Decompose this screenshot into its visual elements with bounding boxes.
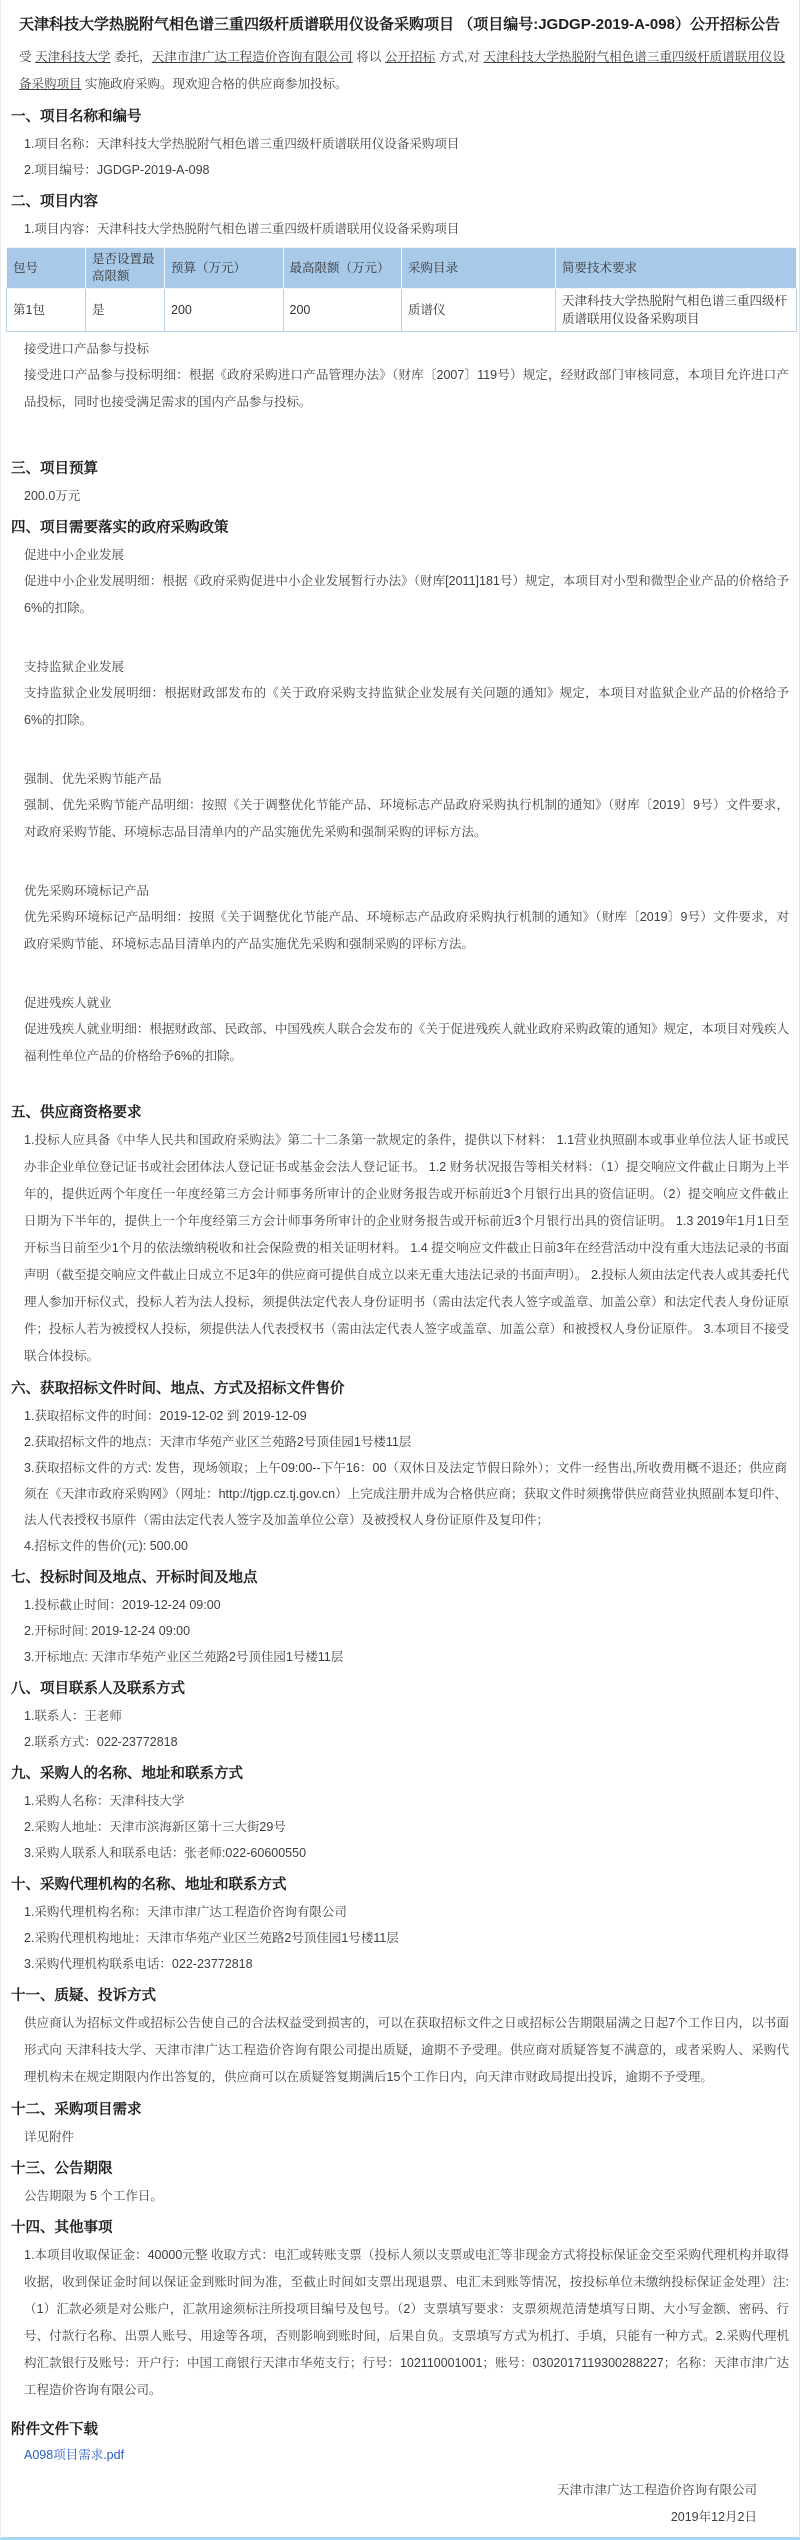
cell-catalog: 质谱仪	[402, 289, 556, 332]
announcement-period: 公告期限为 5 个工作日。	[24, 2189, 163, 2203]
table-header-package: 包号	[7, 248, 86, 289]
cell-tech: 天津科技大学热脱附气相色谱三重四级杆质谱联用仪设备采购项目	[556, 289, 797, 332]
table-header-row	[7, 248, 797, 289]
buyer-contact-item: 3.采购人联系人和联系电话：张老师:022-60600550	[24, 1846, 307, 1860]
budget-value: 200.0万元	[24, 489, 81, 503]
import-note-detail: 接受进口产品参与投标明细：根据《政府采购进口产品管理办法》（财库〔2007〕119号）规定，经财政部门审核同意，本项目允许进口产品投标，同时也接受满足需求的国内产品参与投标。	[24, 368, 789, 409]
agency-address-item: 2.采购代理机构地址：天津市华苑产业区兰苑路2号顶佳园1号楼11层	[24, 1931, 399, 1945]
doc-method-item: 3.获取招标文件的方式: 发售，现场领取；上午09:00--下午16：00（双休日及法定节假日除外）；文件一经售出,所收费用概不退还；供应商须在《天津市政府采购网》（网址：http://tjgp.cz.tj.gov.cn）上完成注册并成为合格供应商；获取文件时须携带供应商营业执照副本复印件、法人代表授权书原件（需由法定代表人签字及加盖单位公章）及被授权人身份证原件及复印件；	[24, 1461, 787, 1527]
policy-detail: 强制、优先采购节能产品明细：按照《关于调整优化节能产品、环境标志产品政府采购执行机制的通知》（财库〔2019〕9号）文件要求，对政府采购节能、环境标志品目清单内的产品实施优先采购和强制采购的评标方法。	[24, 798, 789, 839]
footer	[6, 2477, 793, 2531]
cell-cap-flag: 是	[86, 289, 165, 332]
complaint-procedure: 供应商认为招标文件或招标公告使自己的合法权益受到损害的，可以在获取招标文件之日或招标公告期限届满之日起7个工作日内，以书面形式向 天津科技大学、天津市津广达工程造价咨询有限公司提出质疑，逾期不予受理。供应商对质疑答复不满意的，或者采购人、采购代理机构未在规定期限内作出答复的，供应商可以在质疑答复期满后15个工作日内，向天津市财政局提出投诉，逾期不予受理。	[24, 2016, 789, 2084]
agency-name-item: 1.采购代理机构名称：天津市津广达工程造价咨询有限公司	[24, 1905, 347, 1919]
bid-deadline-item: 1.投标截止时间：2019-12-24 09:00	[24, 1598, 221, 1612]
buyer-name-text: 天津科技大学	[35, 50, 111, 64]
attachment-link[interactable]: A098项目需求.pdf	[24, 2448, 125, 2462]
section-heading-5: 五、供应商资格要求	[11, 1105, 142, 1121]
contact-name-item: 1.联系人：王老师	[24, 1709, 122, 1723]
requirement-note: 详见附件	[24, 2130, 75, 2144]
footer-date: 2019年12月2日	[670, 2510, 757, 2524]
section-heading-4: 四、项目需要落实的政府采购政策	[11, 520, 229, 536]
attachment-heading: 附件文件下载	[11, 2422, 98, 2438]
buyer-name-item: 1.采购人名称：天津科技大学	[24, 1794, 185, 1808]
section-heading-10: 十、采购代理机构的名称、地址和联系方式	[11, 1877, 287, 1893]
policy-sme	[6, 542, 793, 622]
footer-company: 天津市津广达工程造价咨询有限公司	[556, 2483, 757, 2497]
section-heading-6: 六、获取招标文件时间、地点、方式及招标文件售价	[11, 1381, 345, 1397]
open-place-item: 3.开标地点: 天津市华苑产业区兰苑路2号顶佳园1号楼11层	[24, 1650, 344, 1664]
table-header-tech: 简要技术要求	[556, 248, 797, 289]
table-header-budget: 预算（万元）	[165, 248, 284, 289]
agency-phone-item: 3.采购代理机构联系电话：022-23772818	[24, 1957, 253, 1971]
table-row	[7, 289, 797, 332]
policy-title: 促进残疾人就业	[24, 996, 112, 1010]
import-note-title: 接受进口产品参与投标	[24, 342, 150, 356]
policy-detail: 促进残疾人就业明细：根据财政部、民政部、中国残疾人联合会发布的《关于促进残疾人就业政府采购政策的通知》规定，本项目对残疾人福利性单位产品的价格给予6%的扣除。	[24, 1022, 789, 1063]
package-table	[6, 247, 797, 332]
policy-detail: 促进中小企业发展明细：根据《政府采购促进中小企业发展暂行办法》（财库[2011]181号）规定，本项目对小型和微型企业产品的价格给予6%的扣除。	[24, 574, 789, 615]
doc-time-item: 1.获取招标文件的时间：2019-12-02 到 2019-12-09	[24, 1409, 307, 1423]
section-heading-2: 二、项目内容	[11, 194, 98, 210]
table-header-cap: 最高限额（万元）	[283, 248, 402, 289]
policy-prison	[6, 654, 793, 734]
buyer-address-item: 2.采购人地址：天津市滨海新区第十三大街29号	[24, 1820, 286, 1834]
policy-detail: 优先采购环境标记产品明细：按照《关于调整优化节能产品、环境标志产品政府采购执行机制的通知》（财库〔2019〕9号）文件要求，对政府采购节能、环境标志品目清单内的产品实施优先采购和强制采购的评标方法。	[24, 910, 789, 951]
policy-title: 强制、优先采购节能产品	[24, 772, 162, 786]
policy-detail: 支持监狱企业发展明细：根据财政部发布的《关于政府采购支持监狱企业发展有关问题的通知》规定，本项目对监狱企业产品的价格给予6%的扣除。	[24, 686, 789, 727]
other-matters: 1.本项目收取保证金：40000元整 收取方式：电汇或转账支票（投标人须以支票或电汇等非现金方式将投标保证金交至采购代理机构并取得收据，收到保证金时间以保证金到账时间为准，至截止时间如支票出现退票、电汇未到账等情况，按投标单位未缴纳投标保证金处理）注:（1）汇款必须是对公账户，汇款用途须标注所投项目编号及包号。（2）支票填写要求：支票须规范清楚填写日期、大小写金额、密码、行号、付款行名称、出票人账号、用途等各项，否则影响到账时间，后果自负。支票填写方式为机打、手填，只能有一种方式。2.采购代理机构汇款银行及账号：开户行：中国工商银行天津市华苑支行；行号：102110001001；账号：0302017119300288227；名称：天津市津广达工程造价咨询有限公司。	[24, 2248, 789, 2397]
section-heading-13: 十三、公告期限	[11, 2161, 113, 2177]
section-heading-7: 七、投标时间及地点、开标时间及地点	[11, 1570, 258, 1586]
policy-disabled	[6, 990, 793, 1070]
cell-budget: 200	[165, 289, 284, 332]
policy-energy	[6, 766, 793, 846]
doc-place-item: 2.获取招标文件的地点：天津市华苑产业区兰苑路2号顶佳园1号楼11层	[24, 1435, 412, 1449]
cell-cap: 200	[283, 289, 402, 332]
policy-title: 支持监狱企业发展	[24, 660, 125, 674]
project-content-item: 1.项目内容：天津科技大学热脱附气相色谱三重四级杆质谱联用仪设备采购项目	[24, 222, 460, 236]
doc-price-item: 4.招标文件的售价(元): 500.00	[24, 1539, 188, 1553]
policy-environment	[6, 878, 793, 958]
table-header-cap-flag: 是否设置最高限额	[86, 248, 165, 289]
project-name-text: 天津科技大学热脱附气相色谱三重四级杆质谱联用仪设备采购项目	[19, 50, 785, 91]
contact-phone-item: 2.联系方式：022-23772818	[24, 1735, 178, 1749]
intro-mid1: 委托，	[110, 50, 152, 64]
intro-paragraph	[19, 44, 785, 98]
page-title: 天津科技大学热脱附气相色谱三重四级杆质谱联用仪设备采购项目 （项目编号:JGDGP-2019-A-098）公开招标公告	[19, 16, 780, 33]
section-heading-3: 三、项目预算	[11, 461, 98, 477]
intro-pre: 受	[19, 50, 36, 64]
policy-title: 促进中小企业发展	[24, 548, 125, 562]
intro-mid2: 将以	[352, 50, 385, 64]
project-name-item: 1.项目名称：天津科技大学热脱附气相色谱三重四级杆质谱联用仪设备采购项目	[24, 137, 460, 151]
table-header-catalog: 采购目录	[402, 248, 556, 289]
policy-title: 优先采购环境标记产品	[24, 884, 150, 898]
section-heading-14: 十四、其他事项	[11, 2220, 113, 2236]
section-heading-11: 十一、质疑、投诉方式	[11, 1988, 156, 2004]
section-heading-9: 九、采购人的名称、地址和联系方式	[11, 1766, 243, 1782]
intro-mid3: 方式,对	[435, 50, 484, 64]
cell-package: 第1包	[7, 289, 86, 332]
procurement-method-text: 公开招标	[384, 50, 436, 64]
supplier-qualifications: 1.投标人应具备《中华人民共和国政府采购法》第二十二条第一款规定的条件，提供以下材料： 1.1营业执照副本或事业单位法人证书或民办非企业单位登记证书或社会团体法人登记证书或基金会法人登记证书。 1.2 财务状况报告等相关材料：（1）提交响应文件截止日期为上半年的，提供近两个年度任一年度经第三方会计师事务所审计的企业财务报告或开标前近3个月银行出具的资信证明。（2）提交响应文件截止日期为下半年的，提供上一个年度经第三方会计师事务所审计的企业财务报告或开标前近3个月银行出具的资信证明。 1.3 2019年1月1日至开标当日前至少1个月的依法缴纳税收和社会保险费的相关证明材料。 1.4 提交响应文件截止日前3年在经营活动中没有重大违法记录的书面声明（截至提交响应文件截止日成立不足3年的供应商可提供自成立以来无重大违法记录的书面声明）。 2.投标人须由法定代表人或其委托代理人参加开标仪式，投标人若为法人投标，须提供法定代表人身份证明书（需由法定代表人签字或盖章、加盖公章）和法定代表人身份证原件；投标人若为被授权人投标，须提供法人代表授权书（需由法定代表人签字或盖章、加盖公章）和被授权人身份证原件。 3.本项目不接受联合体投标。	[24, 1133, 789, 1363]
section-heading-1: 一、项目名称和编号	[11, 109, 142, 125]
section-heading-8: 八、项目联系人及联系方式	[11, 1681, 185, 1697]
spacer	[6, 416, 793, 450]
agency-name-text: 天津市津广达工程造价咨询有限公司	[151, 50, 353, 64]
open-time-item: 2.开标时间: 2019-12-24 09:00	[24, 1624, 191, 1638]
section-heading-12: 十二、采购项目需求	[11, 2102, 142, 2118]
project-number-item: 2.项目编号：JGDGP-2019-A-098	[24, 163, 210, 177]
intro-post: 实施政府采购。现欢迎合格的供应商参加投标。	[81, 77, 348, 91]
